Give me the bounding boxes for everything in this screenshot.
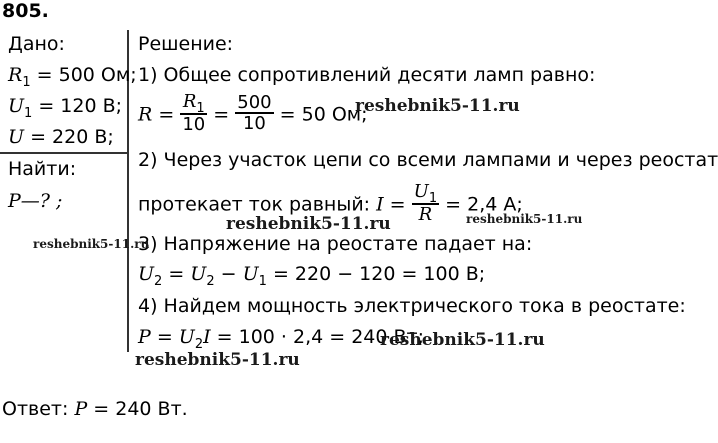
watermark-6: reshebnik5-11.ru bbox=[135, 350, 300, 370]
step2-text: 2) Через участок цепи со всеми лампами и через реостат bbox=[138, 149, 718, 171]
step4-equation: $P = U_2I = 100 \cdot 2,4 = 240$ Вт; bbox=[138, 326, 425, 352]
given-u: U = 220 В; bbox=[8, 126, 114, 148]
watermark-2: reshebnik5-11.ru bbox=[226, 214, 391, 234]
watermark-1: reshebnik5-11.ru bbox=[355, 96, 520, 116]
answer: Ответ: P = 240 Вт. bbox=[2, 398, 188, 420]
problem-number: 805. bbox=[2, 0, 49, 22]
step3-equation: $U_2 = U_2 - U_1 = 220 - 120 = 100$ В; bbox=[138, 263, 486, 289]
step4-text: 4) Найдем мощность электрического тока в реостате: bbox=[138, 295, 686, 317]
step2-equation: протекает ток равный: I = $\frac{U_1}{R}$ = 2,4 А; bbox=[138, 181, 523, 225]
step3-text: 3) Напряжение на реостате падает на: bbox=[138, 233, 533, 255]
given-u1: $U_1 = 120$ В; bbox=[8, 95, 123, 121]
step1-text: 1) Общее сопротивлений десяти ламп равно: bbox=[138, 64, 596, 86]
divider-horizontal bbox=[0, 152, 128, 154]
fraction-r1-over-10: $\frac{R_1}{10}$ bbox=[182, 91, 206, 135]
find-value: P—? ; bbox=[8, 190, 63, 212]
fraction-u1-over-r: $\frac{U_1}{R}$ bbox=[413, 181, 438, 225]
watermark-3: reshebnik5-11.ru bbox=[466, 212, 583, 226]
fraction-500-over-10: $\frac{500}{10}$ bbox=[237, 92, 272, 134]
step1-equation: R = $\frac{R_1}{10}$ = $\frac{500}{10}$ = 50 Ом; bbox=[138, 91, 368, 135]
given-r1: $R_1 = 500$ Ом; bbox=[8, 64, 137, 90]
given-header: Дано: bbox=[8, 33, 65, 55]
solution-header: Решение: bbox=[138, 33, 234, 55]
watermark-5: reshebnik5-11.ru bbox=[380, 330, 545, 350]
find-header: Найти: bbox=[8, 158, 77, 180]
watermark-4: reshebnik5-11.ru bbox=[33, 237, 150, 251]
